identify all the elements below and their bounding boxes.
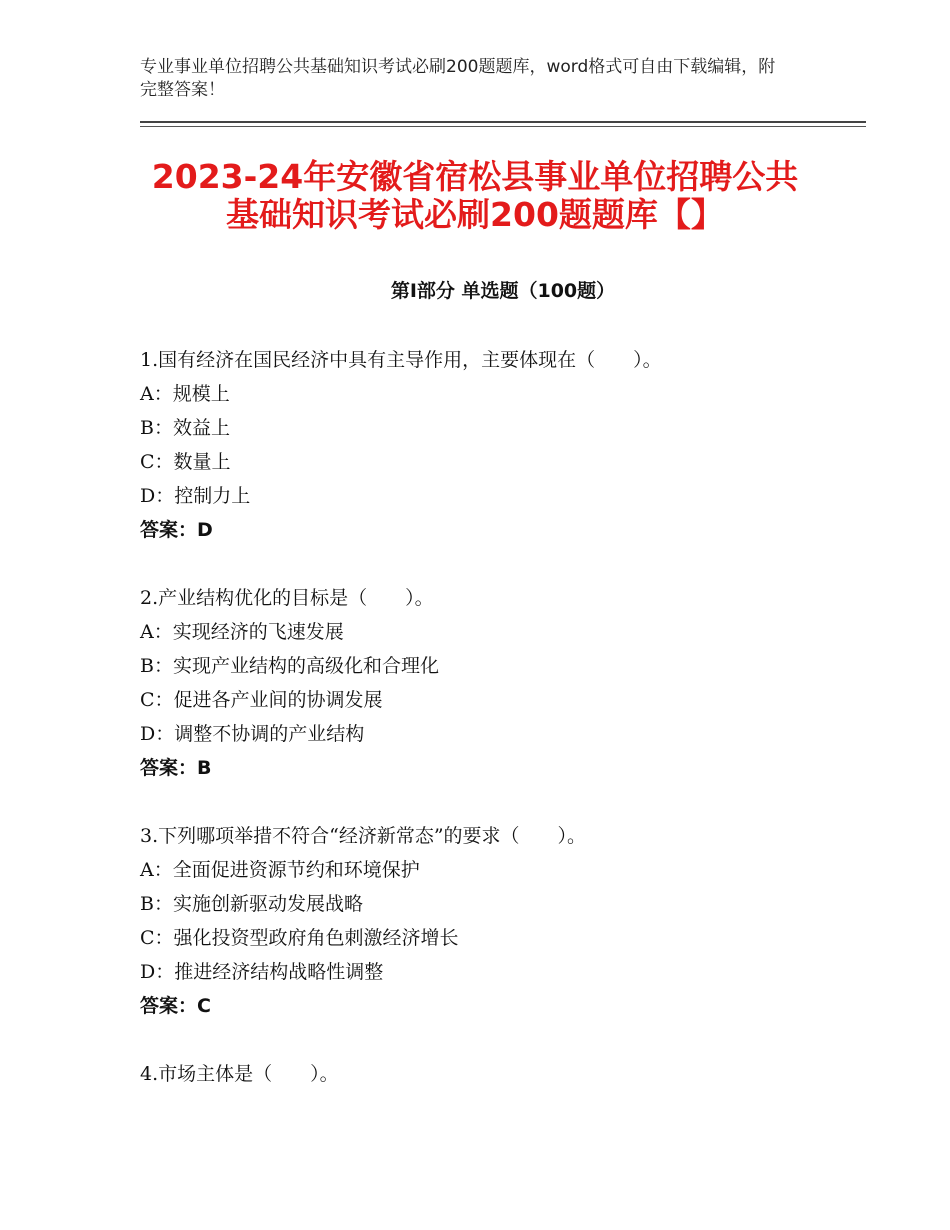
option-a: A：实现经济的飞速发展	[140, 621, 344, 643]
option-b: B：效益上	[140, 417, 230, 439]
question-gap	[140, 1023, 866, 1057]
question-1	[140, 343, 866, 547]
title-line-1: 2023-24年安徽省宿松县事业单位招聘公共	[151, 157, 799, 196]
answer-line: 答案：C	[140, 995, 211, 1017]
option-a: A：规模上	[140, 383, 230, 405]
header-rule-thin	[140, 126, 866, 127]
question-stem: 2.产业结构优化的目标是（ ）。	[140, 587, 434, 609]
answer-line: 答案：B	[140, 757, 212, 779]
option-b: B：实现产业结构的高级化和合理化	[140, 655, 439, 677]
question-3	[140, 819, 866, 1023]
option-c: C：强化投资型政府角色刺激经济增长	[140, 927, 459, 949]
question-2	[140, 581, 866, 785]
header-rule-thick	[140, 121, 866, 123]
answer-line: 答案：D	[140, 519, 213, 541]
question-stem: 3.下列哪项举措不符合“经济新常态”的要求（ ）。	[140, 825, 587, 847]
option-d: D：推进经济结构战略性调整	[140, 961, 384, 983]
question-stem: 1.国有经济在国民经济中具有主导作用，主要体现在（ ）。	[140, 349, 662, 371]
document-title	[100, 158, 850, 234]
question-4	[140, 1057, 866, 1091]
option-b: B：实施创新驱动发展战略	[140, 893, 363, 915]
header-note: 专业事业单位招聘公共基础知识考试必刷200题题库，word格式可自由下载编辑，附完整答案！	[140, 57, 776, 100]
section-heading: 第Ⅰ部分 单选题（100题）	[390, 280, 616, 302]
question-stem: 4.市场主体是（ ）。	[140, 1063, 339, 1085]
option-a: A：全面促进资源节约和环境保护	[140, 859, 420, 881]
question-list	[140, 343, 866, 1091]
option-c: C：数量上	[140, 451, 231, 473]
question-gap	[140, 547, 866, 581]
option-d: D：控制力上	[140, 485, 251, 507]
title-line-2: 基础知识考试必刷200题题库【】	[226, 195, 724, 234]
option-d: D：调整不协调的产业结构	[140, 723, 365, 745]
question-gap	[140, 785, 866, 819]
option-c: C：促进各产业间的协调发展	[140, 689, 383, 711]
